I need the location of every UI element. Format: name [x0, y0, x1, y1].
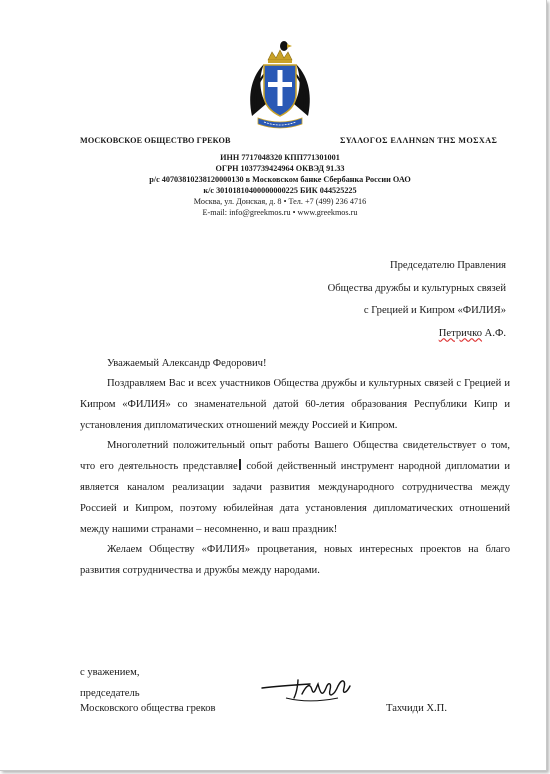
org-name-greek: ΣΥΛΛΟΓΟΣ ΕΛΛΗΝΩΝ ΤΗΣ ΜΟΣΧΑΣ: [340, 136, 498, 145]
requisites-address: Москва, ул. Донская, д. 8 • Тел. +7 (499) 236 4716: [193, 197, 367, 206]
paragraph-3: Желаем Обществу «ФИЛИЯ» процветания, новых интересных проектов на благо развития сотрудничества и дружбы между народами.: [80, 544, 510, 577]
requisites-inn: ИНН 7717048320 КПП771301001: [220, 153, 340, 162]
closing-org: Московского общества греков: [80, 703, 216, 714]
addressee-initials: А.Ф.: [482, 327, 506, 339]
closing-regards: с уважением,: [80, 667, 140, 678]
requisites-corr-account: к/с 30101810400000000225 БИК 044525225: [203, 186, 357, 195]
society-emblem-icon: [244, 38, 316, 134]
requisites-ogrn: ОГРН 1037739424964 ОКВЭД 91.33: [215, 164, 345, 173]
paragraph-2-part-2: собой действенный инструмент народной дипломатии и является каналом реализации задачи развития международного сотрудничества между Россией и Кипром, поэтому юбилейная дата установления дипломатических отношений между нашими странами – несомненно, и ваш праздник!: [80, 461, 510, 535]
addressee-line-3: с Грецией и Кипром «ФИЛИЯ»: [363, 305, 506, 316]
requisites-contacts: E-mail: info@greekmos.ru • www.greekmos.ru: [202, 208, 358, 217]
org-name-russian: МОСКОВСКОЕ ОБЩЕСТВО ГРЕКОВ: [80, 136, 231, 145]
addressee-line-1: Председателю Правления: [389, 260, 506, 271]
paragraph-2: [80, 436, 510, 540]
addressee-surname: Петричко: [438, 327, 483, 339]
signer-name: Тахчиди Х.П.: [386, 703, 447, 714]
text-cursor: [239, 459, 241, 470]
closing-title: председатель: [80, 688, 140, 699]
addressee-block: [328, 255, 506, 345]
requisites-account: р/с 40703810238120000130 в Московском банке Сбербанка России ОАО: [149, 175, 411, 184]
addressee-line-2: Общества дружбы и культурных связей: [327, 282, 506, 294]
salutation: Уважаемый Александр Федорович!: [107, 358, 267, 369]
letter-body: [80, 374, 510, 582]
paragraph-2-part-1: Многолетний положительный опыт работы Вашего Общества свидетельствует о том, что его деятельность представляе: [80, 440, 510, 473]
addressee-name-line: [328, 323, 506, 346]
paragraph-1: Поздравляем Вас и всех участников Общества дружбы и культурных связей с Грецией и Кипром «ФИЛИЯ» со знаменательной датой 60-летия образования Республики Кипр и установления дипломатических отношений между Россией и Кипром.: [80, 378, 510, 431]
handwritten-signature-icon: [258, 668, 358, 708]
